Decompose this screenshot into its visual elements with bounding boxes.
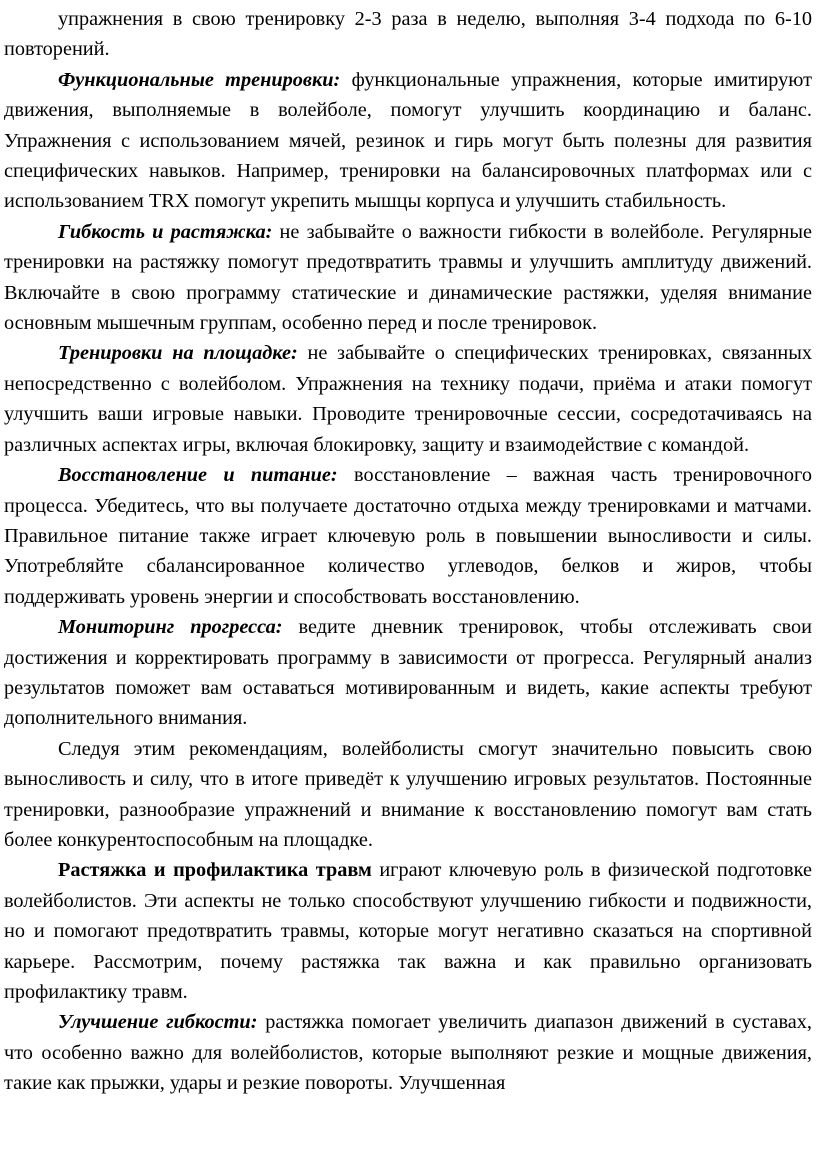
paragraph-stretching-injury-prevention <box>4 855 812 1007</box>
paragraph-heading: Растяжка и профилактика травм <box>58 859 372 882</box>
paragraph-text: упражнения в свою тренировку 2-3 раза в неделю, выполняя 3-4 подхода по 6-10 повторений. <box>4 8 812 61</box>
paragraph-heading: Тренировки на площадке: <box>58 342 298 365</box>
paragraph-heading: Гибкость и растяжка: <box>58 220 273 243</box>
paragraph-heading: Функциональные тренировки: <box>58 68 341 91</box>
paragraph-intro-continuation <box>4 4 812 65</box>
paragraph-progress-monitoring <box>4 612 812 734</box>
paragraph-functional-training <box>4 65 812 217</box>
paragraph-text: растяжка помогает увеличить диапазон движений в суставах, что особенно важно для волейболистов, которые выполняют резкие и мощные движения, такие как прыжки, удары и резкие повороты. Улучшенная <box>4 1011 812 1095</box>
paragraph-conclusion <box>4 734 812 856</box>
paragraph-flexibility-improvement <box>4 1007 812 1098</box>
paragraph-text: функциональные упражнения, которые имитируют движения, выполняемые в волейболе, помогут улучшить координацию и баланс. Упражнения с использованием мячей, резинок и гирь могут быть полезны для развития специфических навыков. Например, тренировки на балансировочных платформах или с использованием TRX помогут укрепить мышцы корпуса и улучшить стабильность. <box>4 68 812 213</box>
paragraph-text: не забывайте о важности гибкости в волейболе. Регулярные тренировки на растяжку помогут предотвратить травмы и улучшить амплитуду движений. Включайте в свою программу статические и динамические растяжки, уделяя внимание основным мышечным группам, особенно перед и после тренировок. <box>4 220 812 335</box>
paragraph-heading: Восстановление и питание: <box>58 464 338 487</box>
paragraph-text: Следуя этим рекомендациям, волейболисты смогут значительно повысить свою выносливость и силу, что в итоге приведёт к улучшению игровых результатов. Постоянные тренировки, разнообразие упражнений и внимание к восстановлению помогут вам стать более конкурентоспособным на площадке. <box>4 737 812 851</box>
paragraph-text: ведите дневник тренировок, чтобы отслеживать свои достижения и корректировать программу в зависимости от прогресса. Регулярный анализ результатов поможет вам оставаться мотивированным и видеть, какие аспекты требуют дополнительного внимания. <box>4 616 812 730</box>
paragraph-text: играют ключевую роль в физической подготовке волейболистов. Эти аспекты не только способствуют улучшению гибкости и подвижности, но и помогают предотвратить травмы, которые могут негативно сказаться на спортивной карьере. Рассмотрим, почему растяжка так важна и как правильно организовать профилактику травм. <box>4 859 812 1003</box>
paragraph-heading: Улучшение гибкости: <box>58 1011 258 1034</box>
paragraph-text: не забывайте о специфических тренировках, связанных непосредственно с волейболом. Упражнения на технику подачи, приёма и атаки помогут улучшить ваши игровые навыки. Проводите тренировочные сессии, сосредотачиваясь на различных аспектах игры, включая блокировку, защиту и взаимодействие с командой. <box>4 342 812 456</box>
paragraph-court-training <box>4 338 812 460</box>
paragraph-flexibility <box>4 217 812 339</box>
paragraph-recovery-nutrition <box>4 460 812 612</box>
paragraph-heading: Мониторинг прогресса: <box>58 616 283 639</box>
paragraph-text: восстановление – важная часть тренировочного процесса. Убедитесь, что вы получаете достаточно отдыха между тренировками и матчами. Правильное питание также играет ключевую роль в повышении выносливости и силы. Употребляйте сбалансированное количество углеводов, белков и жиров, чтобы поддерживать уровень энергии и способствовать восстановлению. <box>4 464 812 608</box>
